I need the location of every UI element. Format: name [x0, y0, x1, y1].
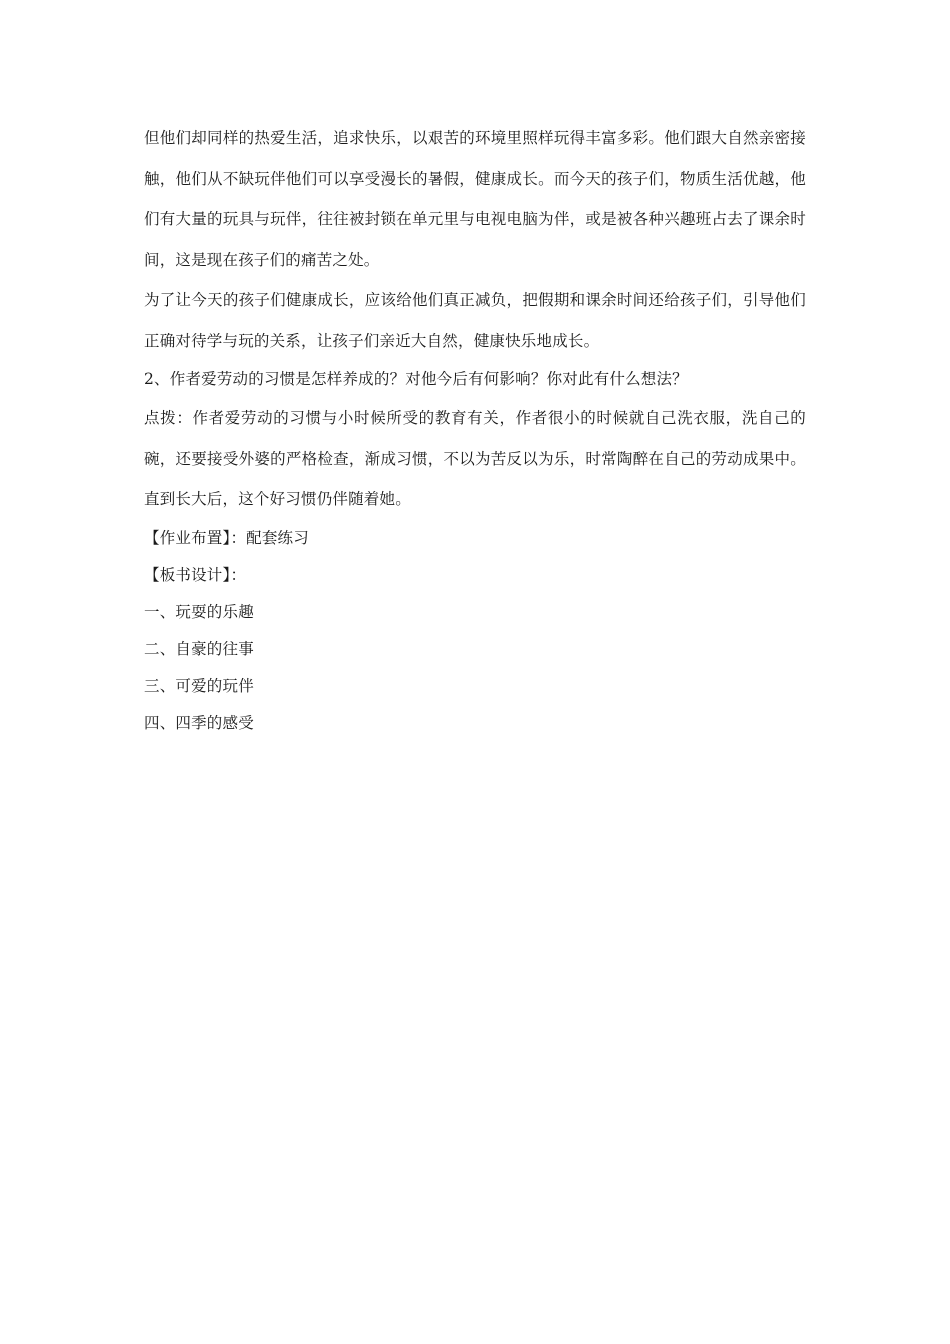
homework-heading: 【作业布置】：配套练习 [144, 528, 309, 547]
board-item-2: 二、自豪的往事 [144, 639, 254, 658]
paragraph-comparison: 但他们却同样的热爱生活，追求快乐，以艰苦的环境里照样玩得丰富多彩。他们跟大自然亲密接触，他们从不缺玩伴他们可以享受漫长的暑假，健康成长。而今天的孩子们，物质生活优越，他们有大量的玩具与玩伴，往往被封锁在单元里与电视电脑为伴，或是被各种兴趣班占去了课余时间，这是现在孩子们的痛苦之处。 [144, 129, 806, 269]
paragraph-hint: 点拨：作者爱劳动的习惯与小时候所受的教育有关，作者很小的时候就自己洗衣服，洗自己的碗，还要接受外婆的严格检查，渐成习惯，不以为苦反以为乐，时常陶醉在自己的劳动成果中。直到长大后，这个好习惯仍伴随着她。 [144, 409, 806, 508]
board-item-1: 一、玩耍的乐趣 [144, 602, 254, 621]
document-body [144, 118, 806, 742]
board-design-heading: 【板书设计】： [144, 565, 247, 584]
paragraph-suggestion: 为了让今天的孩子们健康成长，应该给他们真正减负，把假期和课余时间还给孩子们，引导他们正确对待学与玩的关系，让孩子们亲近大自然，健康快乐地成长。 [144, 291, 806, 350]
board-item-4: 四、四季的感受 [144, 713, 254, 732]
question-2: 2、作者爱劳动的习惯是怎样养成的？对他今后有何影响？你对此有什么想法？ [144, 370, 688, 388]
board-item-3: 三、可爱的玩伴 [144, 676, 254, 695]
